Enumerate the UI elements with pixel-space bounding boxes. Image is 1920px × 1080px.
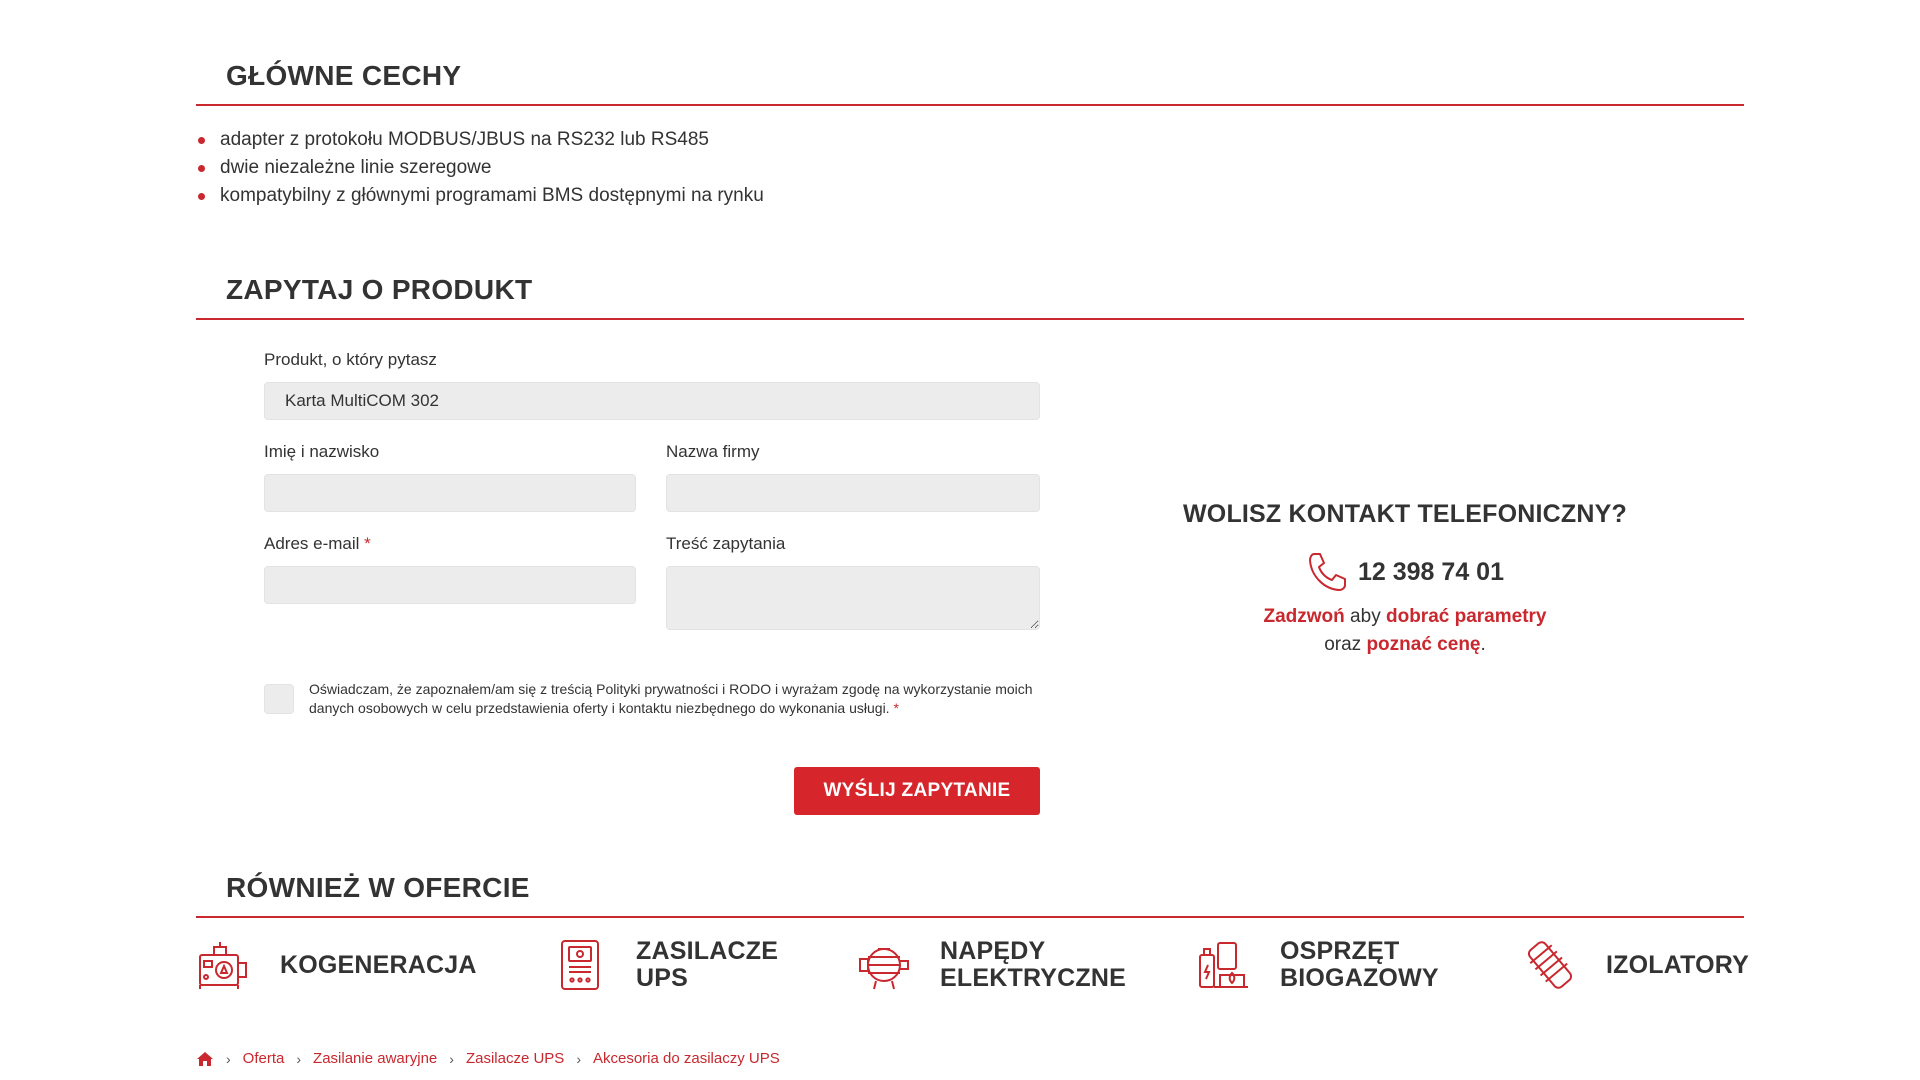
company-field[interactable] bbox=[666, 474, 1040, 512]
company-label: Nazwa firmy bbox=[666, 442, 760, 461]
category-label-line2: UPS bbox=[636, 964, 689, 992]
biogas-icon bbox=[1196, 937, 1252, 993]
contact-line-1 bbox=[1140, 603, 1670, 631]
contact-phone-row bbox=[1140, 551, 1670, 593]
consent-text-body: Oświadczam, że zapoznałem/am się z treścią Polityki prywatności i RODO i wyrażam zgodę na wykorzystanie moich danych osobowych w celu przedstawienia oferty i kontaktu niezbędnego do wykonania usługi. bbox=[309, 681, 1033, 716]
category-label-line2: ELEKTRYCZNE bbox=[940, 964, 1127, 992]
cogeneration-icon bbox=[196, 937, 252, 993]
breadcrumb-link[interactable]: Oferta bbox=[242, 1050, 285, 1067]
message-label: Treść zapytania bbox=[666, 534, 786, 553]
contact-line-2 bbox=[1140, 631, 1670, 659]
features-list bbox=[196, 126, 1744, 210]
inquiry-title: ZAPYTAJ O PRODUKT bbox=[226, 274, 533, 305]
consent-text bbox=[309, 680, 1039, 718]
call-link[interactable]: Zadzwoń bbox=[1263, 606, 1345, 627]
contact-line-1-mid: aby bbox=[1344, 606, 1386, 627]
breadcrumb bbox=[196, 1050, 780, 1067]
category-label bbox=[940, 938, 1126, 992]
price-link[interactable]: poznać cenę bbox=[1366, 634, 1481, 655]
category-label bbox=[636, 938, 778, 992]
category-label-line1: OSPRZĘT bbox=[1280, 937, 1400, 965]
contact-line-2-prefix: oraz bbox=[1324, 634, 1367, 655]
also-section-header bbox=[196, 872, 1744, 918]
breadcrumb-separator: › bbox=[226, 1050, 231, 1067]
category-electric-drives[interactable] bbox=[856, 935, 1126, 995]
feature-item: adapter z protokołu MODBUS/JBUS na RS232 lub RS485 bbox=[196, 126, 1744, 154]
category-label bbox=[280, 952, 477, 979]
category-label-line1: KOGENERACJA bbox=[280, 950, 477, 979]
breadcrumb-separator: › bbox=[449, 1050, 454, 1067]
breadcrumb-separator: › bbox=[296, 1050, 302, 1067]
contact-line-2-suffix: . bbox=[1480, 634, 1486, 655]
category-label-line1: NAPĘDY bbox=[940, 937, 1046, 965]
features-divider bbox=[196, 104, 1744, 106]
features-section-header bbox=[196, 60, 1744, 106]
category-insulators[interactable] bbox=[1522, 935, 1749, 995]
email-label-text: Adres e-mail bbox=[264, 534, 360, 553]
also-title: RÓWNIEŻ W OFERCIE bbox=[226, 872, 530, 903]
product-field[interactable] bbox=[264, 382, 1040, 420]
also-divider bbox=[196, 916, 1744, 918]
feature-item: kompatybilny z głównymi programami BMS dostępnymi na rynku bbox=[196, 182, 1744, 210]
message-textarea[interactable] bbox=[666, 566, 1040, 630]
email-label bbox=[264, 534, 371, 554]
features-title: GŁÓWNE CECHY bbox=[226, 60, 462, 91]
phone-contact-box bbox=[1140, 500, 1670, 659]
breadcrumb-link[interactable]: Akcesoria do zasilaczy UPS bbox=[592, 1050, 780, 1067]
category-label-line2: BIOGAZOWY bbox=[1280, 964, 1439, 992]
name-field[interactable] bbox=[264, 474, 636, 512]
category-label bbox=[1280, 938, 1439, 992]
inquiry-section-header bbox=[196, 274, 1744, 320]
category-row bbox=[196, 935, 1749, 995]
electric-motor-icon bbox=[856, 937, 912, 993]
name-label: Imię i nazwisko bbox=[264, 442, 380, 461]
category-cogeneration[interactable] bbox=[196, 935, 477, 995]
email-field[interactable] bbox=[264, 566, 636, 604]
consent-required-mark: * bbox=[893, 700, 899, 716]
breadcrumb-link[interactable]: Zasilanie awaryjne bbox=[313, 1050, 438, 1067]
phone-icon bbox=[1306, 551, 1350, 593]
required-mark: * bbox=[364, 534, 371, 553]
breadcrumb-separator: › bbox=[576, 1050, 581, 1067]
inquiry-divider bbox=[196, 318, 1744, 320]
ups-icon bbox=[552, 937, 608, 993]
home-icon[interactable] bbox=[196, 1051, 214, 1067]
category-label bbox=[1606, 952, 1749, 979]
submit-inquiry-button[interactable]: WYŚLIJ ZAPYTANIE bbox=[794, 767, 1040, 815]
insulator-icon bbox=[1522, 937, 1578, 993]
category-label-line1: ZASILACZE bbox=[636, 937, 779, 965]
consent-checkbox[interactable] bbox=[264, 684, 294, 714]
category-biogas[interactable] bbox=[1196, 935, 1439, 995]
category-ups[interactable] bbox=[552, 935, 778, 995]
params-link[interactable]: dobrać parametry bbox=[1385, 606, 1547, 627]
category-label-line1: IZOLATORY bbox=[1606, 950, 1749, 979]
breadcrumb-link[interactable]: Zasilacze UPS bbox=[465, 1050, 565, 1067]
contact-phone-number[interactable]: 12 398 74 01 bbox=[1358, 557, 1504, 586]
product-label: Produkt, o który pytasz bbox=[264, 350, 437, 369]
contact-title: WOLISZ KONTAKT TELEFONICZNY? bbox=[1183, 500, 1627, 528]
feature-item: dwie niezależne linie szeregowe bbox=[196, 154, 1744, 182]
